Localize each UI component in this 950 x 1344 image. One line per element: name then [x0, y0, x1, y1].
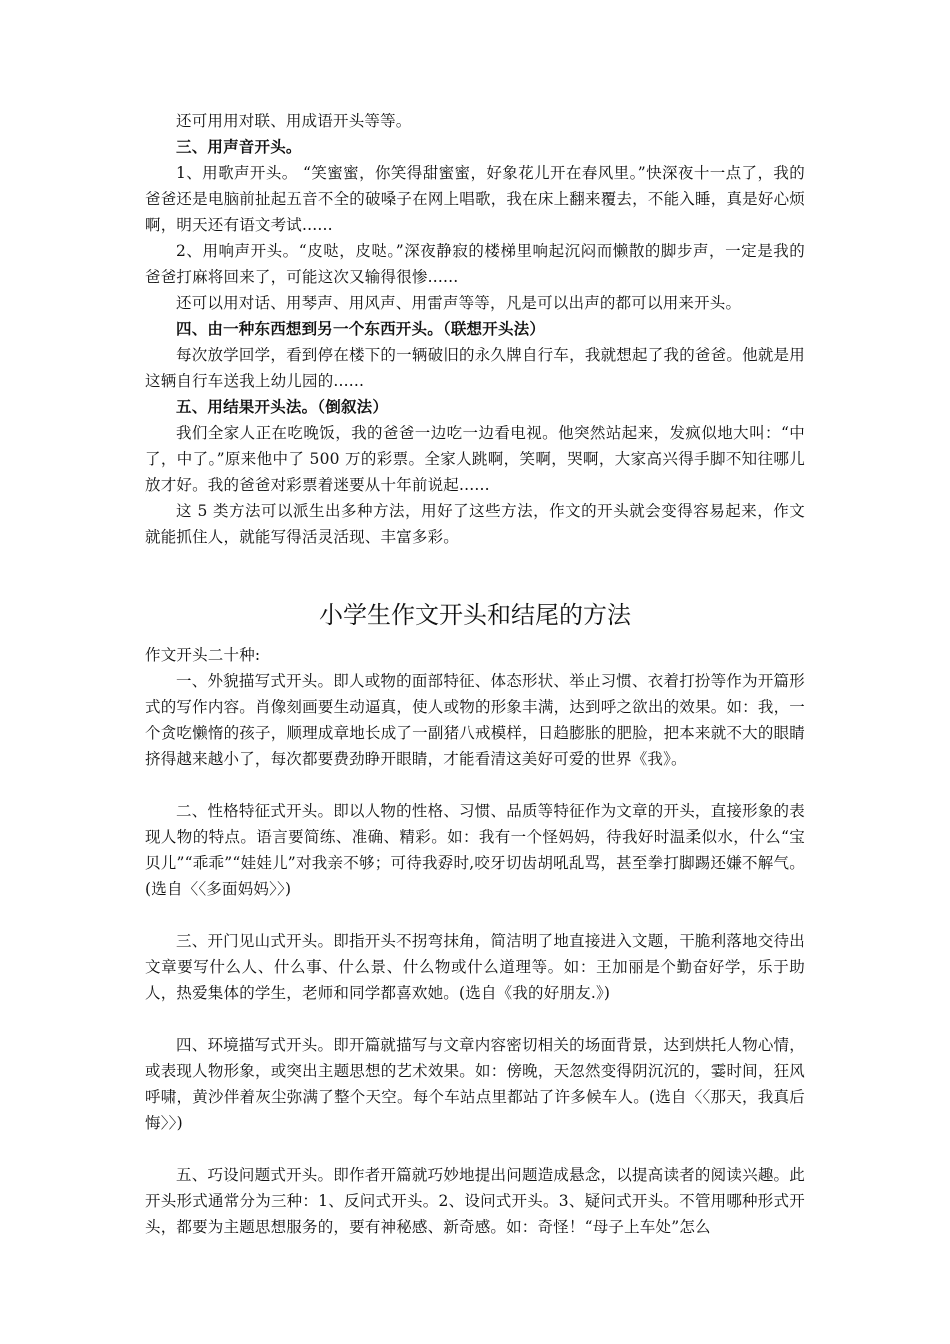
- paragraph-summary: 这 5 类方法可以派生出多种方法，用好了这些方法，作文的开头就会变得容易起来，作文就能抓住人，就能写得活灵活现、丰富多彩。: [145, 502, 805, 546]
- paragraph-other-sounds: 还可以用对话、用琴声、用风声、用雷声等等，凡是可以出声的都可以用来开头。: [176, 294, 742, 312]
- method-direct: 三、开门见山式开头。即指开头不拐弯抹角，简洁明了地直接进入文题，干脆利落地交待出文章要写什么人、什么事、什么景、什么物或什么道理等。如：王加丽是个勤奋好学，乐于助人，热爱集体的学生，老师和同学都喜欢她。(选自《我的好朋友.》): [145, 932, 805, 1002]
- paragraph-song-opening: 1、用歌声开头。 “笑蜜蜜，你笑得甜蜜蜜，好象花儿开在春风里。”快深夜十一点了，我的爸爸还是电脑前扯起五音不全的破嗓子在网上唱歌，我在床上翻来覆去，不能入睡，真是好心烦啊，明天还有语文考试......: [145, 164, 805, 234]
- paragraph-lottery: 我们全家人正在吃晚饭，我的爸爸一边吃一边看电视。他突然站起来，发疯似地大叫：“中了，中了。”原来他中了 500 万的彩票。全家人跳啊，笑啊，哭啊，大家高兴得手脚不知往哪儿放才好。我的爸爸对彩票着迷要从十年前说起......: [145, 424, 805, 494]
- paragraph-bicycle: 每次放学回学，看到停在楼下的一辆破旧的永久牌自行车，我就想起了我的爸爸。他就是用这辆自行车送我上幼儿园的......: [145, 346, 805, 390]
- method-appearance: 一、外貌描写式开头。即人或物的面部特征、体态形状、举止习惯、衣着打扮等作为开篇形式的写作内容。肖像刻画要生动逼真，使人或物的形象丰满，达到呼之欲出的效果。如：我，一个贪吃懒惰的孩子，顺理成章地长成了一副猪八戒模样，日趋膨胀的肥脸，把本来就不大的眼睛挤得越来越小了，每次都要费劲睁开眼睛，才能看清这美好可爱的世界《我》。: [145, 672, 805, 768]
- spacer: [145, 1006, 805, 1032]
- intro-line: 作文开头二十种:: [145, 646, 261, 664]
- document-page: [145, 108, 805, 1240]
- heading-sound-opening: 三、用声音开头。: [176, 137, 302, 156]
- method-environment: 四、环境描写式开头。即开篇就描写与文章内容密切相关的场面背景，达到烘托人物心情，或表现人物形象，或突出主题思想的艺术效果。如：傍晚，天忽然变得阴沉沉的，霎时间，狂风呼啸，黄沙伴着灰尘弥满了整个天空。每个车站点里都站了许多候车人。(选自〈〈那天，我真后悔〉〉): [145, 1036, 805, 1132]
- paragraph-noise-opening: 2、用响声开头。“皮哒，皮哒。”深夜静寂的楼梯里响起沉闷而懒散的脚步声，一定是我的爸爸打麻将回来了，可能这次又输得很惨......: [145, 242, 805, 286]
- spacer: [145, 1136, 805, 1162]
- spacer: [145, 902, 805, 928]
- spacer: [145, 772, 805, 798]
- method-personality: 二、性格特征式开头。即以人物的性格、习惯、品质等特征作为文章的开头，直接形象的表现人物的特点。语言要简练、准确、精彩。如：我有一个怪妈妈，待我好时温柔似水，什么“宝贝儿”“乖乖”“娃娃儿”对我亲不够；可待我孬时,咬牙切齿胡吼乱骂，甚至拳打脚踢还嫌不解气。(选自〈〈多面妈妈〉〉): [145, 802, 805, 898]
- method-question: 五、巧设问题式开头。即作者开篇就巧妙地提出问题造成悬念，以提高读者的阅读兴趣。此开头形式通常分为三种：1、反问式开头。2、设问式开头。3、疑问式开头。不管用哪种形式开头，都要为主题思想服务的，要有神秘感、新奇感。如：奇怪！“母子上车处”怎么: [145, 1166, 805, 1236]
- paragraph-couplet: 还可用用对联、用成语开头等等。: [176, 112, 412, 130]
- heading-result-opening: 五、用结果开头法。（倒叙法）: [176, 397, 389, 416]
- document-title: 小学生作文开头和结尾的方法: [319, 601, 631, 629]
- heading-association-opening: 四、由一种东西想到另一个东西开头。（联想开头法）: [176, 319, 546, 338]
